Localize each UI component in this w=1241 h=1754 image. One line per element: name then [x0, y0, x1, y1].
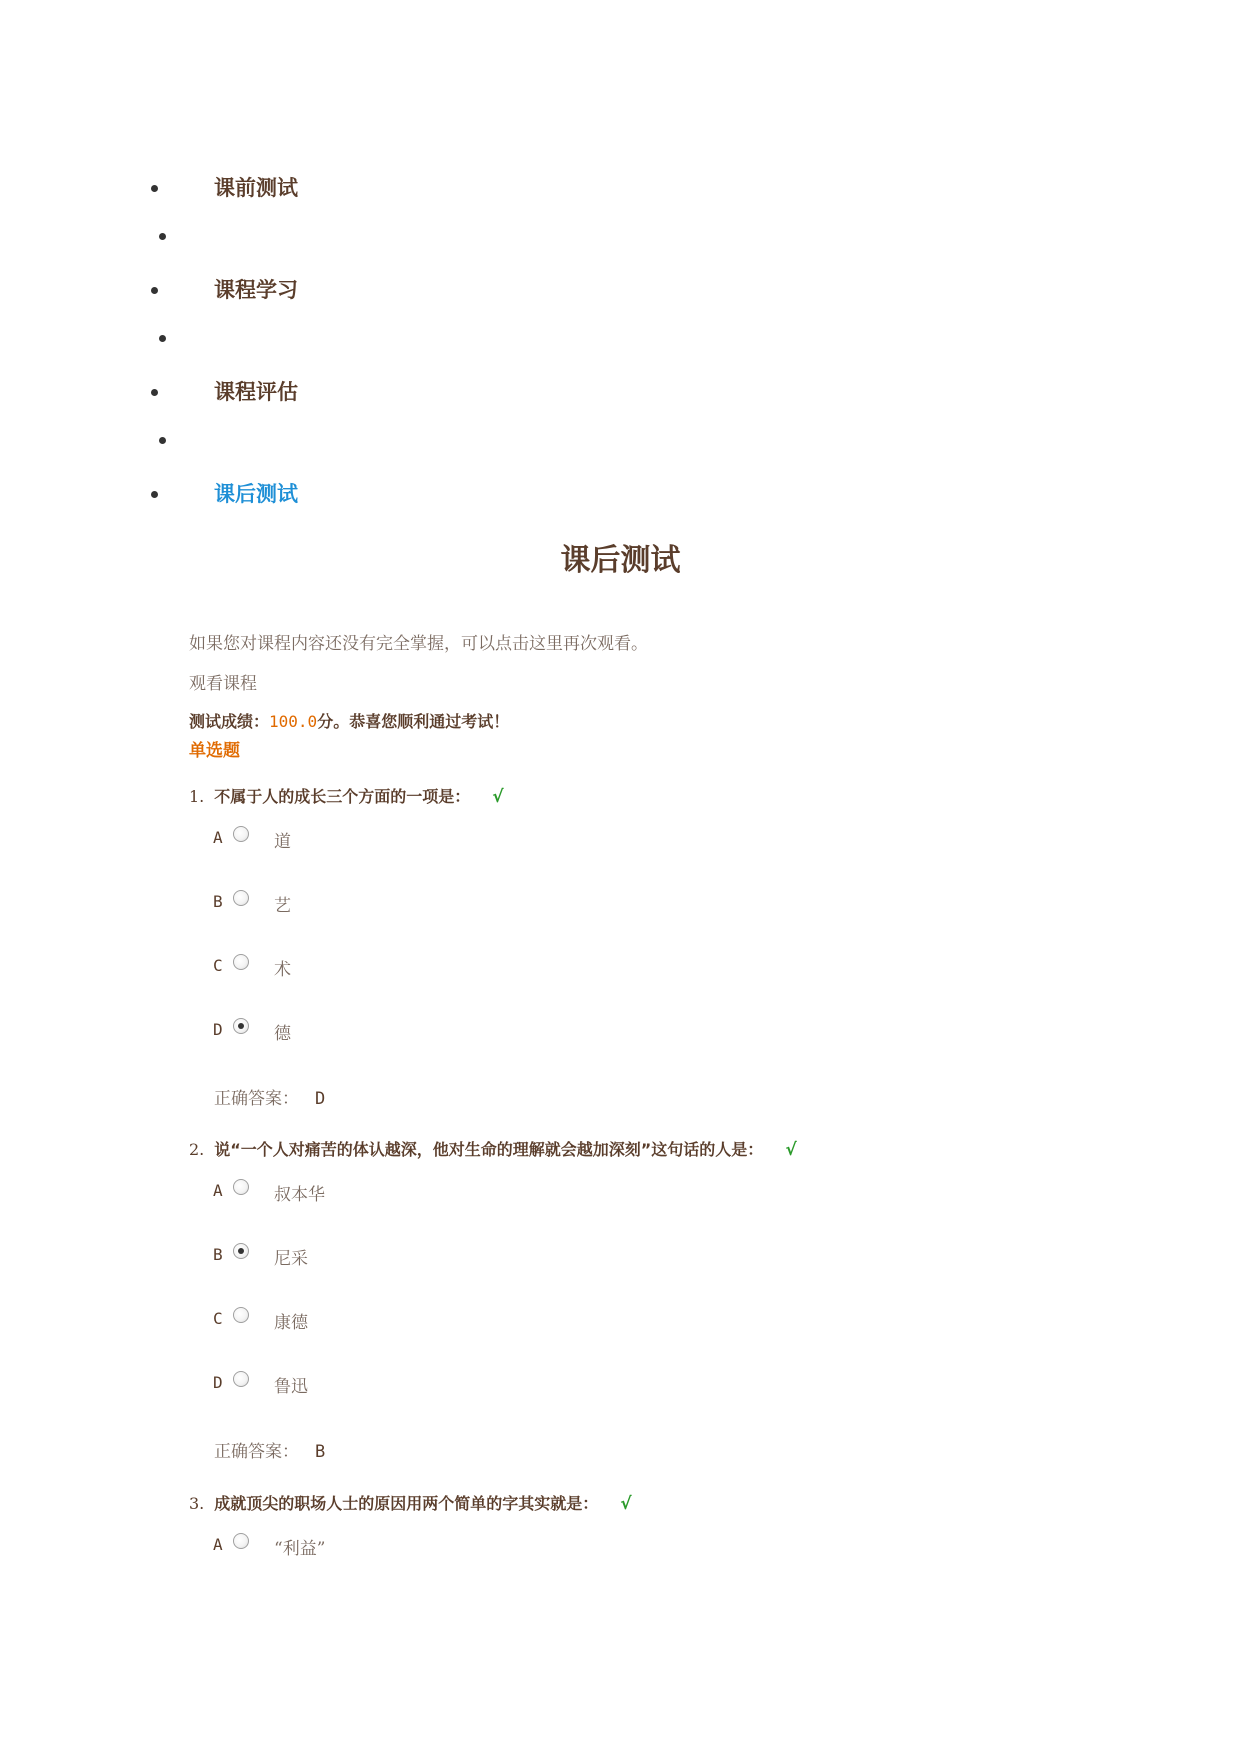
nav-spacer [0, 317, 600, 357]
score-message: 分。恭喜您顺利通过考试！ [317, 712, 510, 731]
score-value: 100.0 [269, 712, 318, 731]
option-letter: D [213, 1373, 223, 1392]
option-letter: A [213, 1181, 223, 1200]
radio-button-selected[interactable] [233, 1243, 249, 1259]
option-text: 德 [274, 1024, 291, 1044]
option-letter: A [213, 1535, 223, 1554]
score-line [189, 709, 509, 732]
option-a[interactable] [213, 1533, 713, 1563]
review-hint: 如果您对课程内容还没有完全掌握，可以点击这里再次观看。 [189, 634, 648, 654]
option-d[interactable] [213, 1018, 713, 1048]
question-text [189, 1491, 632, 1514]
answer-value: D [315, 1089, 326, 1109]
correct-check-icon: √ [620, 1494, 632, 1514]
option-b[interactable] [213, 1243, 713, 1273]
bullet-icon [151, 389, 158, 396]
correct-answer [214, 1084, 325, 1109]
radio-button[interactable] [233, 1307, 249, 1323]
option-text: “利益” [274, 1539, 326, 1559]
correct-check-icon: √ [785, 1140, 797, 1160]
question-number: 3. [189, 1494, 205, 1513]
question-number: 2. [189, 1140, 205, 1159]
option-letter: B [213, 1245, 223, 1264]
option-letter: C [213, 956, 223, 975]
option-a[interactable] [213, 1179, 713, 1209]
option-c[interactable] [213, 954, 713, 984]
correct-check-icon: √ [492, 787, 504, 807]
question-prompt: 说“一个人对痛苦的体认越深，他对生命的理解就会越加深刻”这句话的人是： [214, 1140, 764, 1159]
section-title-single-choice: 单选题 [189, 741, 240, 761]
bullet-icon [159, 335, 166, 342]
bullet-icon [151, 287, 158, 294]
nav-item-post-test[interactable] [0, 466, 600, 506]
nav-item-pre-test[interactable] [0, 160, 600, 200]
radio-button[interactable] [233, 1371, 249, 1387]
option-a[interactable] [213, 826, 713, 856]
option-b[interactable] [213, 890, 713, 920]
question-text [189, 784, 504, 807]
nav-item-course-study[interactable] [0, 262, 600, 302]
nav-link-course-study[interactable]: 课程学习 [214, 278, 298, 302]
option-text: 叔本华 [274, 1185, 325, 1205]
score-label: 测试成绩： [189, 712, 270, 731]
nav-spacer [0, 215, 600, 255]
nav-item-course-evaluation[interactable] [0, 364, 600, 404]
nav-link-post-test[interactable]: 课后测试 [214, 482, 298, 506]
radio-button[interactable] [233, 826, 249, 842]
page-title: 课后测试 [560, 543, 681, 578]
correct-answer [214, 1437, 325, 1462]
option-letter: B [213, 892, 223, 911]
nav-spacer [0, 419, 600, 459]
nav-link-course-evaluation[interactable]: 课程评估 [214, 380, 298, 404]
option-text: 鲁迅 [274, 1377, 308, 1397]
answer-value: B [315, 1442, 326, 1462]
answer-label: 正确答案： [214, 1442, 299, 1462]
option-text: 尼采 [274, 1249, 308, 1269]
radio-button[interactable] [233, 890, 249, 906]
question-text [189, 1137, 797, 1160]
option-c[interactable] [213, 1307, 713, 1337]
bullet-icon [151, 185, 158, 192]
question-number: 1. [189, 787, 205, 806]
radio-button[interactable] [233, 1533, 249, 1549]
option-letter: C [213, 1309, 223, 1328]
nav-link-pre-test[interactable]: 课前测试 [214, 176, 298, 200]
option-text: 术 [274, 960, 291, 980]
bullet-icon [151, 491, 158, 498]
option-d[interactable] [213, 1371, 713, 1401]
bullet-icon [159, 437, 166, 444]
option-letter: D [213, 1020, 223, 1039]
radio-button[interactable] [233, 954, 249, 970]
question-prompt: 成就顶尖的职场人士的原因用两个简单的字其实就是： [214, 1494, 599, 1513]
bullet-icon [159, 233, 166, 240]
option-text: 康德 [274, 1313, 308, 1333]
watch-course-link[interactable]: 观看课程 [189, 674, 257, 694]
question-prompt: 不属于人的成长三个方面的一项是： [214, 787, 471, 806]
option-letter: A [213, 828, 223, 847]
option-text: 道 [274, 832, 291, 852]
answer-label: 正确答案： [214, 1089, 299, 1109]
radio-button[interactable] [233, 1179, 249, 1195]
radio-button-selected[interactable] [233, 1018, 249, 1034]
option-text: 艺 [274, 896, 291, 916]
